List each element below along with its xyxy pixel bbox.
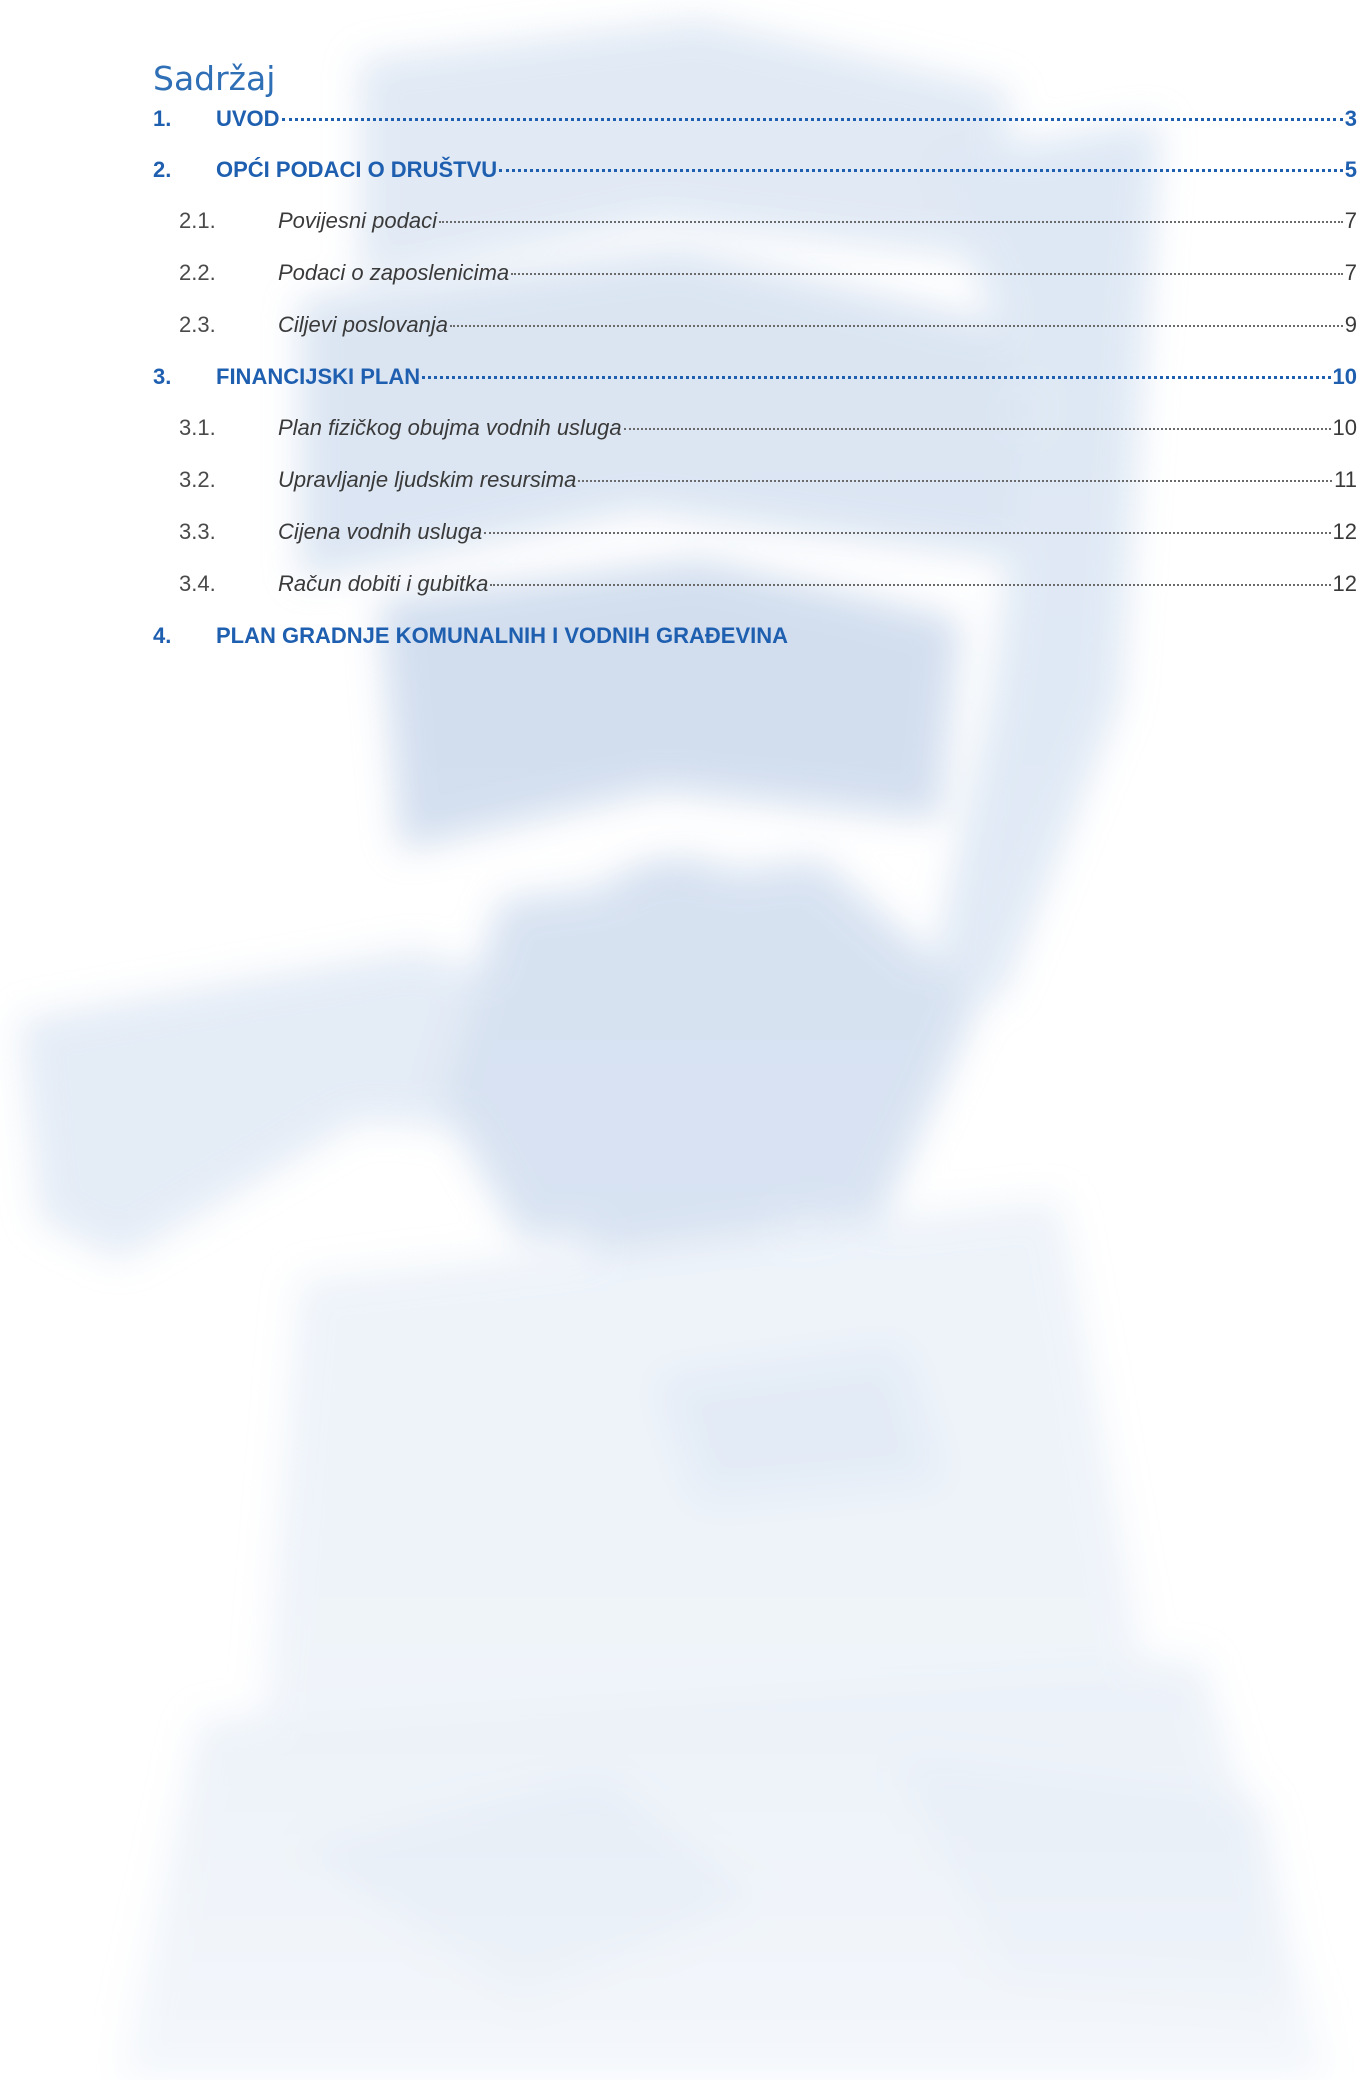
toc-entry-label: Račun dobiti i gubitka: [278, 571, 489, 596]
toc-entry-number: 3.1.: [179, 415, 216, 440]
toc-entry-opci-podaci[interactable]: [153, 157, 1357, 208]
toc-entry-racun-dobiti-i-gubitka[interactable]: [153, 571, 1357, 623]
toc-entry-number: 2.3.: [179, 312, 216, 337]
toc-dot-leader: [450, 325, 1343, 327]
toc-entry-plan-gradnje[interactable]: [153, 623, 1357, 674]
toc-entry-page: 5: [1344, 157, 1357, 182]
toc-entry-number: 4.: [153, 623, 172, 648]
toc-entry-ciljevi-poslovanja[interactable]: [153, 312, 1357, 364]
toc-entry-page: 12: [1332, 571, 1357, 596]
toc-entry-number: 2.: [153, 157, 172, 182]
toc-entry-page: 7: [1344, 260, 1357, 285]
toc-entry-plan-fizickog-obujma[interactable]: [153, 415, 1357, 467]
toc-entry-label: Podaci o zaposlenicima: [278, 260, 510, 285]
toc-dot-leader: [484, 532, 1330, 534]
toc-entry-financijski-plan[interactable]: [153, 364, 1357, 415]
toc-entry-page: 12: [1332, 519, 1357, 544]
toc-dot-leader: [422, 376, 1330, 379]
toc-dot-leader: [578, 480, 1332, 482]
toc-dot-leader: [499, 169, 1343, 172]
toc-entry-page: 3: [1344, 106, 1357, 131]
toc-entry-number: 3.: [153, 364, 172, 389]
toc-entry-uvod[interactable]: [153, 106, 1357, 157]
toc-dot-leader: [511, 273, 1343, 275]
toc-entry-upravljanje-ljudskim-resursima[interactable]: [153, 467, 1357, 519]
toc-entry-povijesni-podaci[interactable]: [153, 208, 1357, 260]
toc-entry-page: 10: [1332, 364, 1357, 389]
toc-entry-label: Povijesni podaci: [278, 208, 437, 233]
toc-dot-leader: [439, 221, 1343, 223]
toc-entry-label: Upravljanje ljudskim resursima: [278, 467, 577, 492]
toc-title: Sadržaj: [153, 59, 276, 98]
toc-entry-number: 3.2.: [179, 467, 216, 492]
toc-dot-leader: [490, 584, 1330, 586]
toc-dot-leader: [282, 118, 1343, 121]
toc-entry-label: FINANCIJSKI PLAN: [216, 364, 421, 389]
table-of-contents: [153, 58, 1357, 674]
toc-entry-page: 10: [1332, 415, 1357, 440]
toc-entry-label: Cijena vodnih usluga: [278, 519, 483, 544]
toc-entry-number: 3.4.: [179, 571, 216, 596]
toc-entry-label: OPĆI PODACI O DRUŠTVU: [216, 157, 498, 182]
toc-entry-label: UVOD: [216, 106, 280, 131]
toc-entry-page: 7: [1344, 208, 1357, 233]
toc-entry-label: Plan fizičkog obujma vodnih usluga: [278, 415, 622, 440]
toc-entry-page: 9: [1344, 312, 1357, 337]
toc-entry-label: Ciljevi poslovanja: [278, 312, 448, 337]
toc-entry-number: 3.3.: [179, 519, 216, 544]
toc-entry-label: PLAN GRADNJE KOMUNALNIH I VODNIH GRAĐEVINA: [216, 623, 789, 648]
toc-dot-leader: [624, 428, 1331, 430]
toc-entry-cijena-vodnih-usluga[interactable]: [153, 519, 1357, 571]
toc-entry-number: 1.: [153, 106, 172, 131]
toc-entry-podaci-o-zaposlenicima[interactable]: [153, 260, 1357, 312]
toc-entry-number: 2.1.: [179, 208, 216, 233]
toc-entry-number: 2.2.: [179, 260, 216, 285]
toc-entry-page: 11: [1334, 467, 1357, 492]
